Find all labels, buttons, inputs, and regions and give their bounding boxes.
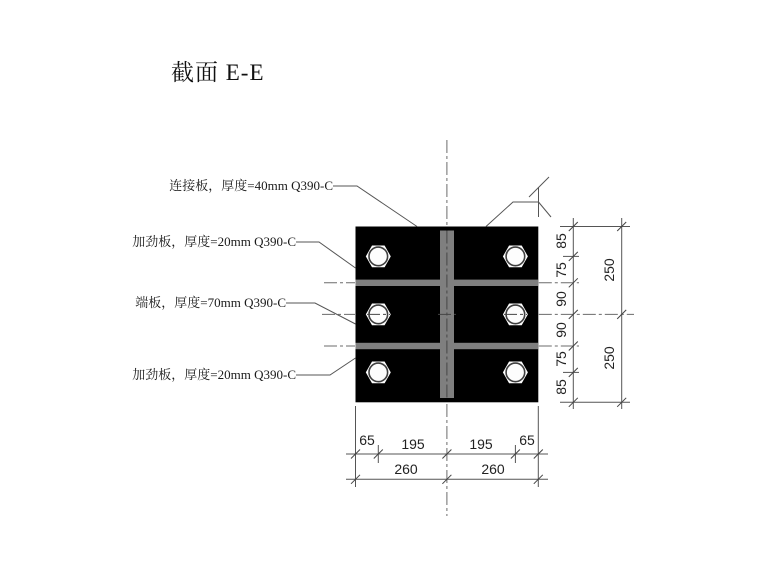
dim-right-75-top: 75 [553, 262, 569, 278]
leader-marker-diagonal [539, 202, 552, 217]
dim-bottom-65-right: 65 [519, 432, 535, 448]
callout-stiffener-bottom: 加劲板，厚度=20mm Q390-C [132, 367, 296, 382]
dim-right-85-top: 85 [553, 233, 569, 249]
callout-connection-plate: 连接板，厚度=40mm Q390-C [169, 178, 333, 193]
dim-bottom-195-right: 195 [469, 436, 493, 452]
section-title: 截面 E-E [171, 60, 265, 85]
dim-bottom-195-left: 195 [401, 436, 425, 452]
dim-bottom-260-right: 260 [481, 461, 505, 477]
dim-right-250-bottom: 250 [601, 346, 617, 370]
leader-connection-plate [333, 186, 417, 227]
leader-stiffener-bottom [296, 358, 356, 375]
leader-end-plate [286, 303, 356, 324]
dim-right-75-bottom: 75 [553, 351, 569, 367]
callout-end-plate: 端板，厚度=70mm Q390-C [135, 295, 286, 310]
callout-stiffener-top: 加劲板，厚度=20mm Q390-C [132, 234, 296, 249]
dim-right-90-top: 90 [553, 291, 569, 307]
leader-stiffener-top [296, 242, 356, 268]
dim-right-90-bottom: 90 [553, 322, 569, 338]
dim-right-85-bottom: 85 [553, 379, 569, 395]
dim-bottom-260-left: 260 [394, 461, 418, 477]
right-dimension-lines [560, 218, 630, 409]
dim-bottom-65-left: 65 [359, 432, 375, 448]
leader-top-right [486, 202, 539, 227]
dim-right-250-top: 250 [601, 258, 617, 282]
